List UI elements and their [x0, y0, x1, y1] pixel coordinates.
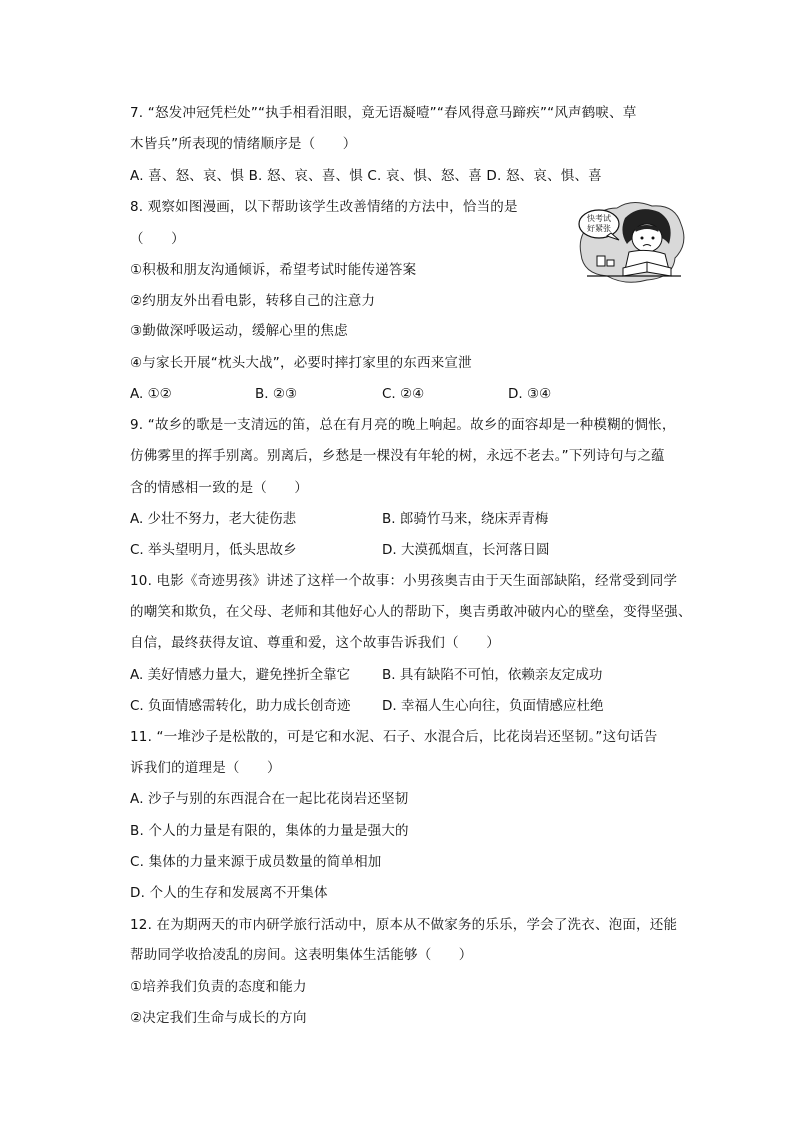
q10-option-c: C. 负面情感需转化，助力成长创奇迹	[130, 698, 351, 714]
q9-stem-line-1: 9. “故乡的歌是一支清远的笛，总在有月亮的晚上响起。故乡的面容却是一种模糊的惆怅，	[130, 417, 676, 433]
q9-option-a: A. 少壮不努力，老大徒伤悲	[130, 511, 297, 527]
q12-item-1: ①培养我们负责的态度和能力	[130, 979, 307, 995]
q11-option-a: A. 沙子与别的东西混合在一起比花岗岩还坚韧	[130, 791, 409, 807]
q8-option-a: A. ①②	[130, 386, 172, 402]
q12-stem-line-2: 帮助同学收拾凌乱的房间。这表明集体生活能够（ ）	[130, 947, 473, 963]
q8-item-3: ③勤做深呼吸运动，缓解心里的焦虑	[130, 323, 348, 339]
q8-item-4: ④与家长开展“枕头大战”，必要时摔打家里的东西来宣泄	[130, 355, 472, 371]
anxious-student-cartoon	[577, 200, 687, 286]
svg-text:好紧张: 好紧张	[587, 224, 611, 233]
q7-stem-line-2: 木皆兵”所表现的情绪顺序是（ ）	[130, 136, 357, 152]
q8-option-c: C. ②④	[382, 386, 425, 402]
q9-stem-line-3: 含的情感相一致的是（ ）	[130, 480, 309, 496]
q10-option-a: A. 美好情感力量大，避免挫折全靠它	[130, 667, 351, 683]
q7-options: A. 喜、怒、哀、惧 B. 怒、哀、喜、惧 C. 哀、惧、怒、喜 D. 怒、哀、惧、喜	[130, 168, 602, 184]
q10-stem-line-3: 自信，最终获得友谊、尊重和爱，这个故事告诉我们（ ）	[130, 635, 500, 651]
q9-option-b: B. 郎骑竹马来，绕床弄青梅	[382, 511, 549, 527]
q10-option-b: B. 具有缺陷不可怕，依赖亲友定成功	[382, 667, 603, 683]
q12-stem-line-1: 12. 在为期两天的市内研学旅行活动中，原本从不做家务的乐乐，学会了洗衣、泡面，还能	[130, 917, 678, 933]
q8-option-d: D. ③④	[508, 386, 552, 402]
q10-option-d: D. 幸福人生心向往，负面情感应杜绝	[382, 698, 604, 714]
q9-stem-line-2: 仿佛雾里的挥手别离。别离后，乡愁是一棵没有年轮的树，永远不老去。”下列诗句与之蕴	[130, 448, 665, 464]
q11-option-c: C. 集体的力量来源于成员数量的简单相加	[130, 854, 382, 870]
q11-option-d: D. 个人的生存和发展离不开集体	[130, 885, 328, 901]
q10-stem-line-2: 的嘲笑和欺负，在父母、老师和其他好心人的帮助下，奥吉勇敢冲破内心的壁垒，变得坚强、	[130, 604, 692, 620]
q8-stem-line-1: 8. 观察如图漫画，以下帮助该学生改善情绪的方法中，恰当的是	[130, 199, 518, 215]
q8-stem-line-2: （ ）	[130, 231, 185, 247]
q10-stem-line-1: 10. 电影《奇迹男孩》讲述了这样一个故事：小男孩奥吉由于天生面部缺陷，经常受到同学	[130, 573, 678, 589]
q9-option-d: D. 大漠孤烟直，长河落日圆	[382, 542, 550, 558]
q11-stem-line-1: 11. “一堆沙子是松散的，可是它和水泥、石子、水混合后，比花岗岩还坚韧。”这句话告	[130, 729, 658, 745]
q8-item-1: ①积极和朋友沟通倾诉，希望考试时能传递答案	[130, 262, 417, 278]
svg-text:快考试: 快考试	[587, 214, 611, 223]
q8-item-2: ②约朋友外出看电影，转移自己的注意力	[130, 293, 376, 309]
q7-stem-line-1: 7. “怒发冲冠凭栏处”“执手相看泪眼，竟无语凝噎”“春风得意马蹄疾”“风声鹤唳、草	[130, 105, 637, 121]
q8-option-b: B. ②③	[255, 386, 298, 402]
q11-option-b: B. 个人的力量是有限的，集体的力量是强大的	[130, 823, 409, 839]
q11-stem-line-2: 诉我们的道理是（ ）	[130, 760, 281, 776]
q12-item-2: ②决定我们生命与成长的方向	[130, 1010, 307, 1026]
q9-option-c: C. 举头望明月，低头思故乡	[130, 542, 297, 558]
